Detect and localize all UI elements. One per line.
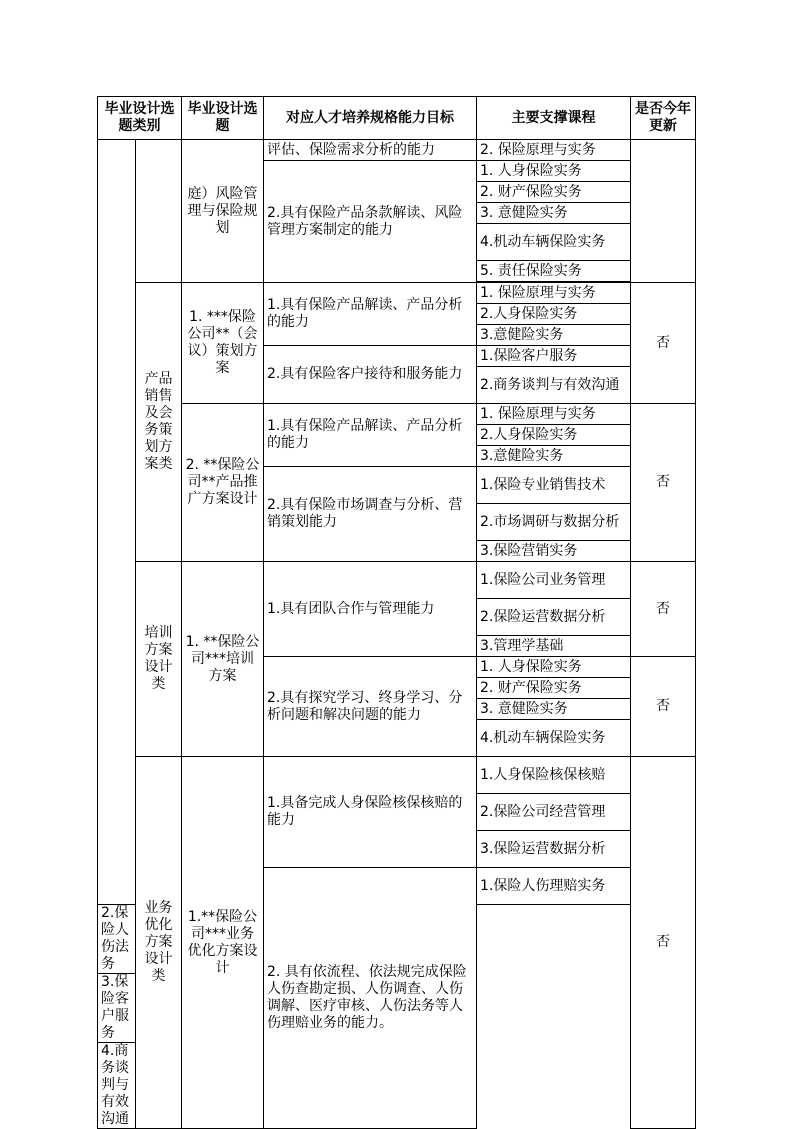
topic-cell: 1.**保险公司***业务优化方案设计 [182, 757, 264, 1129]
topic-cell: 1. **保险公司***培训方案 [182, 562, 264, 757]
course-cell: 3.意健险实务 [477, 446, 631, 467]
course-cell: 2.保险人伤法务 [98, 905, 136, 974]
category-cell: 培训方案设计类 [136, 562, 182, 757]
category-cell: 业务优化方案设计类 [136, 757, 182, 1129]
course-cell: 1. 人身保险实务 [477, 657, 631, 678]
updated-cell: 否 [631, 757, 696, 1129]
updated-cell: 否 [631, 404, 696, 562]
course-cell: 3.意健险实务 [477, 325, 631, 346]
updated-cell: 否 [631, 657, 696, 757]
course-cell: 2. 保险原理与实务 [477, 140, 631, 161]
course-cell: 1. 保险原理与实务 [477, 404, 631, 425]
goal-cell: 1.具有团队合作与管理能力 [264, 562, 477, 657]
course-cell: 4.机动车辆保险实务 [477, 224, 631, 261]
course-cell: 3. 意健险实务 [477, 699, 631, 720]
goal-cell: 1.具备完成人身保险核保核赔的能力 [264, 757, 477, 868]
header-goal: 对应人才培养规格能力目标 [264, 97, 477, 140]
goal-cell: 2.具有探究学习、终身学习、分析问题和解决问题的能力 [264, 657, 477, 757]
header-row [98, 97, 696, 140]
course-cell: 1.保险人伤理赔实务 [477, 868, 631, 905]
course-cell: 1.保险专业销售技术 [477, 467, 631, 504]
outer-blank-cell [98, 140, 136, 905]
course-cell: 2.保险运营数据分析 [477, 599, 631, 636]
course-cell: 4.商务谈判与有效沟通 [98, 1043, 136, 1129]
course-cell: 5. 责任保险实务 [477, 261, 631, 282]
table-row [98, 404, 696, 425]
course-cell: 2. 财产保险实务 [477, 678, 631, 699]
topic-cell: 2. **保险公司**产品推广方案设计 [182, 404, 264, 562]
table-row [98, 757, 696, 794]
course-cell: 2.人身保险实务 [477, 425, 631, 446]
course-cell: 1. 人身保险实务 [477, 161, 631, 182]
header-category: 毕业设计选题类别 [98, 97, 182, 140]
course-cell: 1. 保险原理与实务 [477, 283, 631, 304]
course-cell: 3.保险客户服务 [98, 974, 136, 1043]
goal-cell: 2.具有保险客户接待和服务能力 [264, 346, 477, 404]
goal-cell: 1.具有保险产品解读、产品分析的能力 [264, 283, 477, 346]
course-cell: 1.人身保险核保核赔 [477, 757, 631, 794]
table-row [98, 140, 696, 161]
goal-cell: 评估、保险需求分析的能力 [264, 140, 477, 161]
goal-cell: 2.具有保险产品条款解读、风险管理方案制定的能力 [264, 161, 477, 283]
updated-cell: 否 [631, 283, 696, 404]
goal-cell: 1.具有保险产品解读、产品分析的能力 [264, 404, 477, 467]
course-cell: 1.保险公司业务管理 [477, 562, 631, 599]
category-blank-cell [136, 140, 182, 283]
table-row [98, 283, 696, 304]
curriculum-table [97, 96, 696, 1129]
goal-cell: 2.具有保险市场调查与分析、营销策划能力 [264, 467, 477, 562]
course-cell: 3.保险运营数据分析 [477, 831, 631, 868]
goal-cell: 2. 具有依流程、依法规完成保险人伤查勘定损、人伤调查、人伤调解、医疗审核、人伤法务等人伤理赔业务的能力。 [264, 868, 477, 1129]
course-cell: 3. 意健险实务 [477, 203, 631, 224]
course-cell: 4.机动车辆保险实务 [477, 720, 631, 757]
topic-cell: 庭）风险管理与保险规划 [182, 140, 264, 283]
course-cell: 1.保险客户服务 [477, 346, 631, 367]
header-updated: 是否今年更新 [631, 97, 696, 140]
header-topic: 毕业设计选题 [182, 97, 264, 140]
updated-blank-cell [631, 140, 696, 283]
table-row [98, 562, 696, 599]
updated-cell: 否 [631, 562, 696, 657]
course-cell: 3.保险营销实务 [477, 541, 631, 562]
topic-cell: 1. ***保险公司**（会议）策划方案 [182, 283, 264, 404]
course-cell: 2.保险公司经营管理 [477, 794, 631, 831]
course-cell: 2. 财产保险实务 [477, 182, 631, 203]
course-cell: 3.管理学基础 [477, 636, 631, 657]
category-cell: 产品销售及会务策划方案类 [136, 283, 182, 562]
course-cell: 2.市场调研与数据分析 [477, 504, 631, 541]
course-cell: 2.人身保险实务 [477, 304, 631, 325]
header-course: 主要支撑课程 [477, 97, 631, 140]
course-cell: 2.商务谈判与有效沟通 [477, 367, 631, 404]
